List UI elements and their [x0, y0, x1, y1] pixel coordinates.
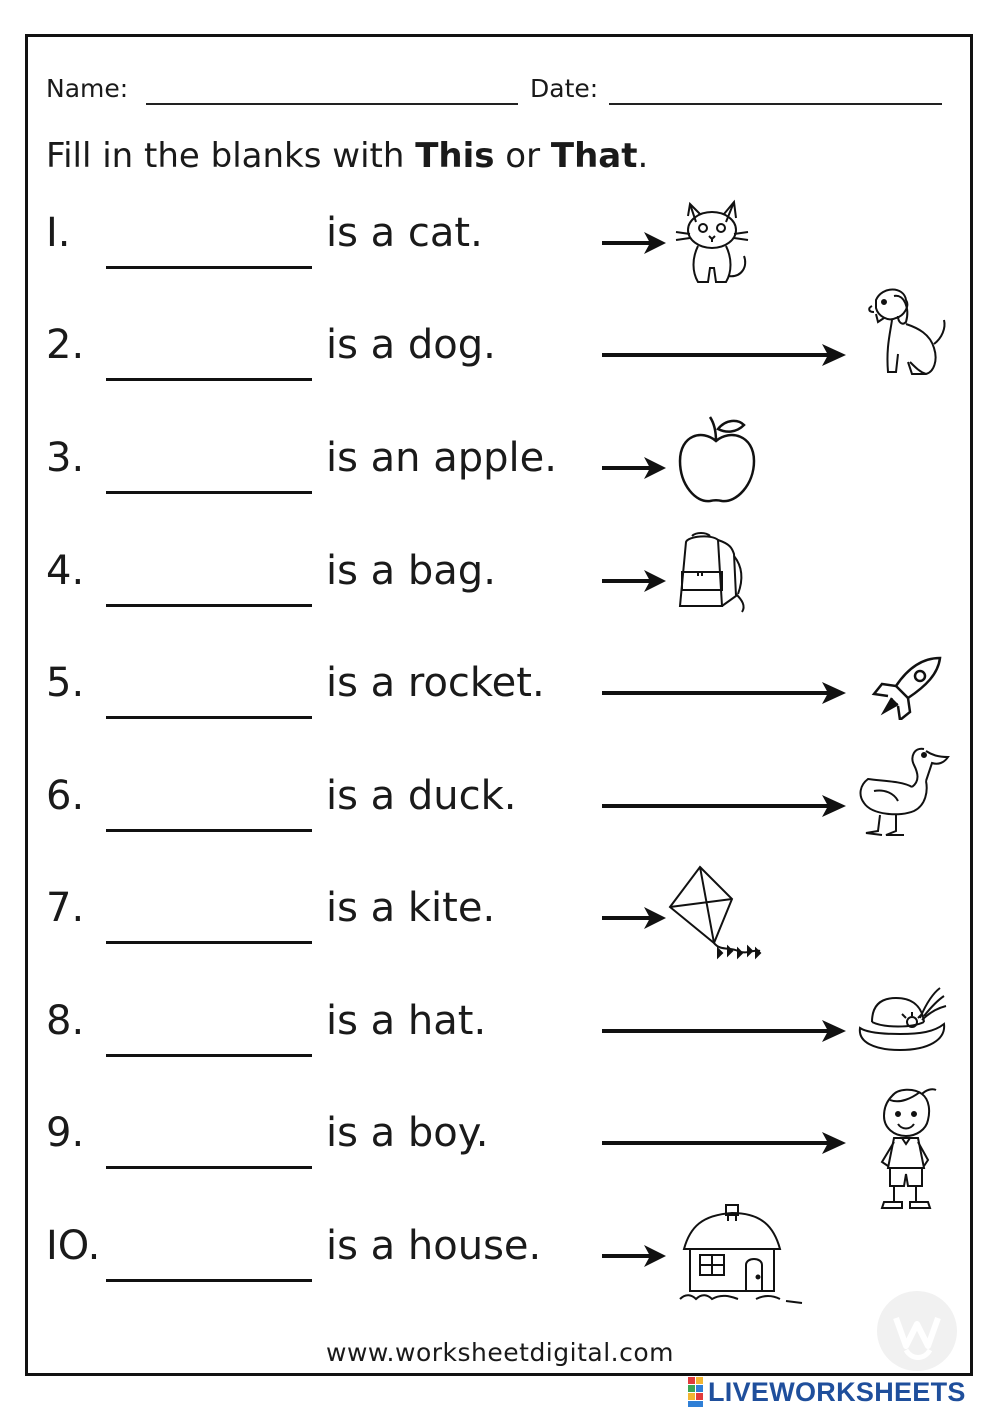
question-number: 3. [46, 435, 85, 481]
question-row [0, 1223, 1000, 1313]
question-row [0, 660, 1000, 750]
long-arrow-icon [600, 340, 850, 370]
sentence: is an apple. [326, 435, 557, 481]
sentence: is a boy. [326, 1110, 489, 1156]
dog-icon [856, 282, 952, 382]
liveworksheets-branding [688, 1375, 966, 1409]
question-number: 6. [46, 773, 85, 819]
question-row [0, 1110, 1000, 1200]
answer-blank[interactable] [106, 491, 312, 494]
question-row [0, 773, 1000, 863]
long-arrow-icon [600, 1128, 850, 1158]
question-number: 8. [46, 998, 85, 1044]
cat-icon [664, 192, 760, 288]
question-number: 4. [46, 548, 85, 594]
answer-blank[interactable] [106, 941, 312, 944]
watermark-logo-icon [876, 1290, 958, 1372]
long-arrow-icon [600, 1016, 850, 1046]
answer-blank[interactable] [106, 604, 312, 607]
backpack-icon [672, 532, 752, 616]
sentence: is a dog. [326, 322, 496, 368]
question-number: 5. [46, 660, 85, 706]
question-row [0, 885, 1000, 975]
question-number: IO. [46, 1223, 101, 1269]
question-number: 7. [46, 885, 85, 931]
short-arrow-icon [600, 566, 670, 596]
long-arrow-icon [600, 791, 850, 821]
instruction: Fill in the blanks with This or That. [46, 136, 649, 176]
answer-blank[interactable] [106, 1166, 312, 1169]
rocket-icon [870, 654, 946, 720]
question-number: 2. [46, 322, 85, 368]
hat-icon [854, 984, 950, 1064]
question-number: I. [46, 210, 71, 256]
sentence: is a house. [326, 1223, 542, 1269]
question-row [0, 435, 1000, 525]
duck-icon [852, 741, 952, 841]
long-arrow-icon [600, 678, 850, 708]
answer-blank[interactable] [106, 1279, 312, 1282]
question-row [0, 998, 1000, 1088]
sentence: is a rocket. [326, 660, 545, 706]
answer-blank[interactable] [106, 716, 312, 719]
question-number: 9. [46, 1110, 85, 1156]
sentence: is a duck. [326, 773, 517, 819]
sentence: is a kite. [326, 885, 496, 931]
question-row [0, 548, 1000, 638]
answer-blank[interactable] [106, 378, 312, 381]
boy-icon [866, 1086, 946, 1216]
answer-blank[interactable] [106, 266, 312, 269]
answer-blank[interactable] [106, 1054, 312, 1057]
name-label: Name: [46, 74, 129, 103]
apple-icon [672, 415, 762, 507]
sentence: is a hat. [326, 998, 487, 1044]
date-field[interactable] [609, 103, 942, 105]
question-row [0, 322, 1000, 412]
name-field[interactable] [146, 103, 518, 105]
sentence: is a cat. [326, 210, 483, 256]
date-label: Date: [530, 74, 599, 103]
answer-blank[interactable] [106, 829, 312, 832]
short-arrow-icon [600, 453, 670, 483]
kite-icon [660, 863, 770, 967]
house-icon [676, 1199, 812, 1309]
sentence: is a bag. [326, 548, 496, 594]
short-arrow-icon [600, 228, 670, 258]
liveworksheets-text: LIVEWORKSHEETS [708, 1376, 966, 1407]
short-arrow-icon [600, 1241, 670, 1271]
footer-url: www.worksheetdigital.com [326, 1338, 674, 1367]
question-row [0, 210, 1000, 300]
liveworksheets-logo-icon [688, 1377, 704, 1407]
